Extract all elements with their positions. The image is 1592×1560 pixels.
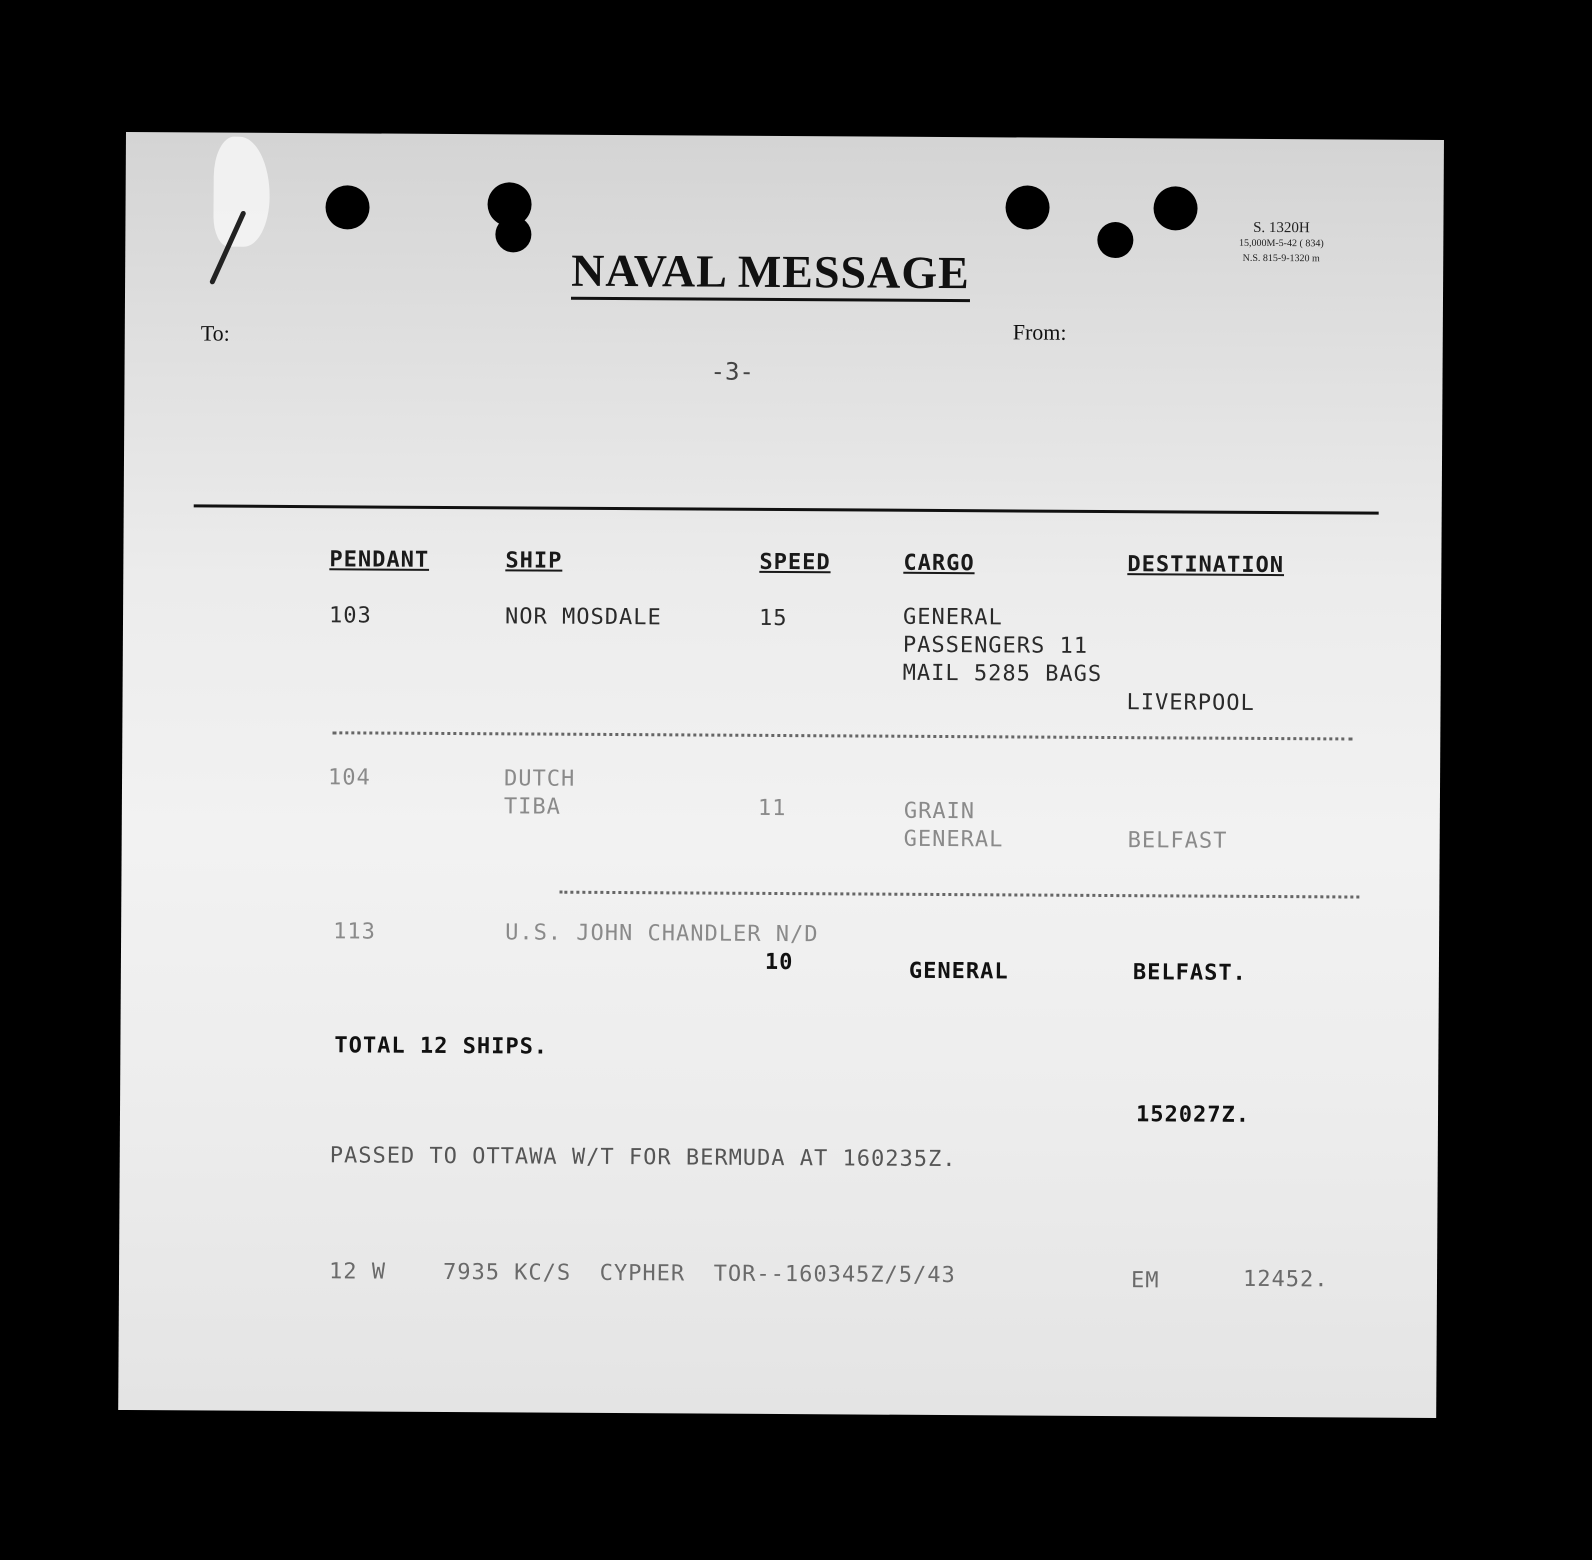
form-number: S. 1320H — [1253, 219, 1310, 237]
row-separator — [559, 891, 1359, 899]
message-form — [118, 132, 1444, 1418]
row-3-ship: U.S. JOHN CHANDLER N/D — [505, 920, 819, 948]
punch-hole — [1005, 185, 1049, 229]
print-run: 15,000M-5-42 ( 834) — [1238, 237, 1324, 250]
punch-hole — [1153, 186, 1197, 230]
operator-initials: EM — [1130, 1268, 1160, 1294]
stock-number: N.S. 815-9-1320 m — [1242, 252, 1320, 265]
column-header-ship: SHIP — [505, 548, 563, 574]
row-1-pendant: 103 — [328, 603, 372, 629]
row-3-speed: 10 — [764, 949, 794, 976]
row-1-speed: 15 — [758, 605, 788, 632]
row-2-speed: 11 — [757, 795, 787, 822]
column-header-destination: DESTINATION — [1127, 552, 1285, 579]
row-2-pendant: 104 — [327, 765, 371, 791]
transmission-line: 12 W 7935 KC/S CYPHER TOR--160345Z/5/43 — [328, 1259, 956, 1289]
row-1-cargo-line-3: MAIL 5285 BAGS — [902, 660, 1103, 687]
row-1-cargo-line-1: GENERAL — [902, 604, 1003, 631]
row-1-ship: NOR MOSDALE — [504, 604, 662, 631]
message-serial: 12452. — [1242, 1266, 1329, 1293]
from-label: From: — [1012, 319, 1067, 345]
punch-hole — [325, 185, 369, 229]
form-divider — [194, 504, 1379, 514]
punch-hole — [1097, 222, 1133, 258]
row-separator — [332, 731, 1352, 740]
row-3-cargo: GENERAL — [908, 958, 1009, 985]
page-number: -3- — [710, 357, 754, 386]
date-time-group: 152027Z. — [1135, 1102, 1251, 1128]
document-title: NAVAL MESSAGE — [571, 247, 970, 302]
column-header-speed: SPEED — [759, 549, 831, 576]
column-header-cargo: CARGO — [903, 550, 975, 577]
torn-corner — [213, 137, 270, 247]
row-2-ship-line-2: TIBA — [503, 794, 561, 820]
form-code — [1201, 221, 1361, 267]
column-header-pendant: PENDANT — [329, 547, 430, 573]
row-2-ship-line-1: DUTCH — [503, 766, 576, 792]
punch-hole — [495, 216, 531, 252]
row-2-cargo-line-2: GENERAL — [903, 826, 1004, 853]
to-label: To: — [200, 320, 230, 346]
row-2-destination: BELFAST — [1127, 828, 1228, 854]
row-3-pendant: 113 — [333, 919, 376, 945]
row-1-destination: LIVERPOOL — [1126, 690, 1255, 716]
row-3-destination: BELFAST. — [1132, 960, 1247, 986]
row-1-cargo-line-2: PASSENGERS 11 — [902, 632, 1089, 659]
total-ships: TOTAL 12 SHIPS. — [334, 1033, 549, 1060]
row-2-cargo-line-1: GRAIN — [903, 798, 976, 825]
passed-note: PASSED TO OTTAWA W/T FOR BERMUDA AT 160235Z. — [329, 1143, 957, 1173]
